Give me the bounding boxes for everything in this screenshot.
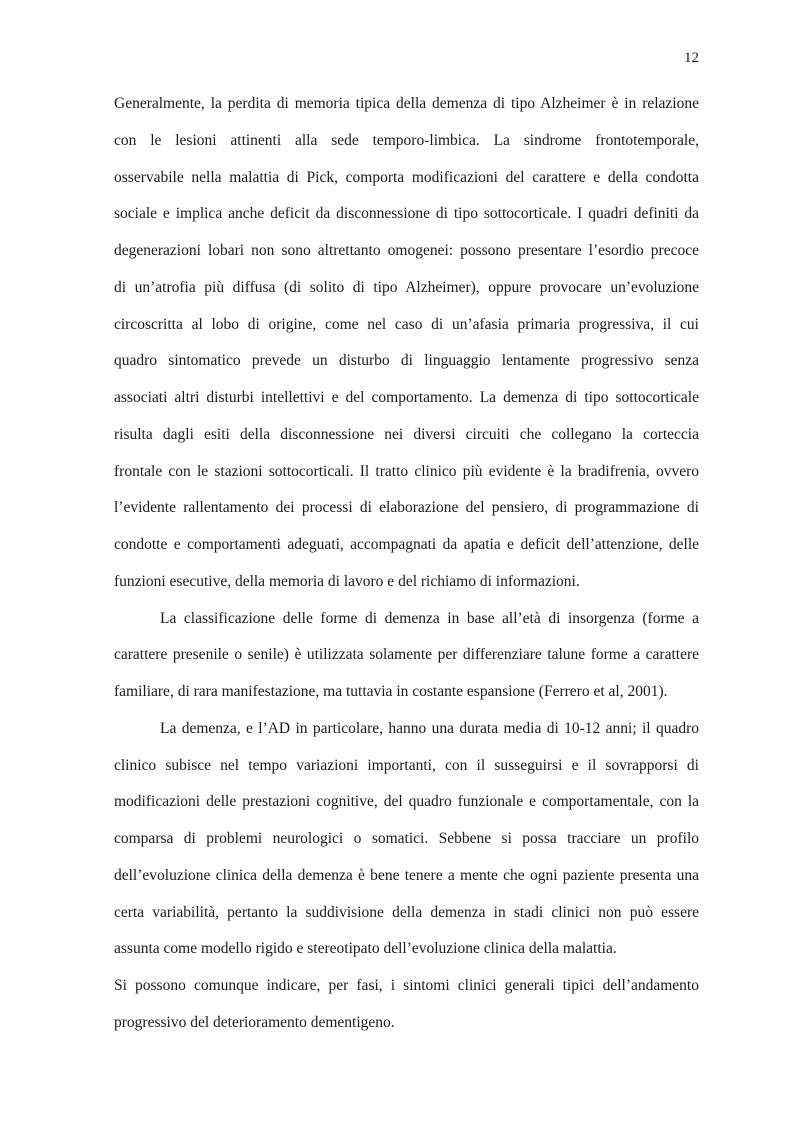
text-line: con le lesioni attinenti alla sede temporo-limbica. La sindrome frontotemporale, [114,131,699,149]
text-line: comparsa di problemi neurologici o somatici. Sebbene si possa tracciare un profilo [114,830,699,847]
text-line: di un’atrofia più diffusa (di solito di tipo Alzheimer), oppure provocare un’evoluzione [114,278,699,296]
text-line: sociale e implica anche deficit da disconnessione di tipo sottocorticale. I quadri definiti da [114,205,699,223]
text-line: Si possono comunque indicare, per fasi, i sintomi clinici generali tipici dell’andamento [114,977,699,994]
text-line: assunta come modello rigido e stereotipato dell’evoluzione clinica della malattia. [114,940,617,958]
text-line: osservabile nella malattia di Pick, comporta modificazioni del carattere e della condotta [114,168,699,186]
text-line: frontale con le stazioni sottocorticali. Il tratto clinico più evidente è la bradifrenia, ovvero [114,462,699,480]
text-line: quadro sintomatico prevede un disturbo di linguaggio lentamente progressivo senza [114,352,699,370]
text-line: condotte e comportamenti adeguati, accompagnati da apatia e deficit dell’attenzione, delle [114,536,699,553]
text-line: degenerazioni lobari non sono altrettanto omogenei: possono presentare l’esordio precoce [114,242,699,259]
body-text [114,92,699,1048]
text-line: certa variabilità, pertanto la suddivisione della demenza in stadi clinici non può essere [114,903,699,921]
text-line: modificazioni delle prestazioni cognitive, del quadro funzionale e comportamentale, con la [114,793,699,811]
page-number: 12 [684,50,699,66]
text-line: Generalmente, la perdita di memoria tipica della demenza di tipo Alzheimer è in relazione [114,95,699,112]
paragraph-3 [114,717,699,974]
text-line: La demenza, e l’AD in particolare, hanno una durata media di 10-12 anni; il quadro [160,719,699,737]
text-line: dell’evoluzione clinica della demenza è bene tenere a mente che ogni paziente presenta una [114,866,699,884]
paragraph-4 [114,974,699,1048]
text-line: l’evidente rallentamento dei processi di elaborazione del pensiero, di programmazione di [114,499,699,517]
text-line: progressivo del deterioramento dementigeno. [114,1013,395,1031]
text-line: circoscritta al lobo di origine, come nel caso di un’afasia primaria progressiva, il cui [114,315,699,333]
text-line: clinico subisce nel tempo variazioni importanti, con il susseguirsi e il sovrapporsi di [114,756,699,774]
text-line: associati altri disturbi intellettivi e del comportamento. La demenza di tipo sottocorticale [114,389,699,406]
text-line: risulta dagli esiti della disconnessione nei diversi circuiti che collegano la corteccia [114,425,699,443]
text-line: carattere presenile o senile) è utilizzata solamente per differenziare talune forme a carattere [114,646,699,664]
text-line: La classificazione delle forme di demenza in base all’età di insorgenza (forme a [160,609,699,627]
paragraph-2 [114,607,699,717]
paragraph-1 [114,92,699,607]
text-line: funzioni esecutive, della memoria di lavoro e del richiamo di informazioni. [114,572,580,590]
text-line: familiare, di rara manifestazione, ma tuttavia in costante espansione (Ferrero et al, 2001). [114,683,668,700]
